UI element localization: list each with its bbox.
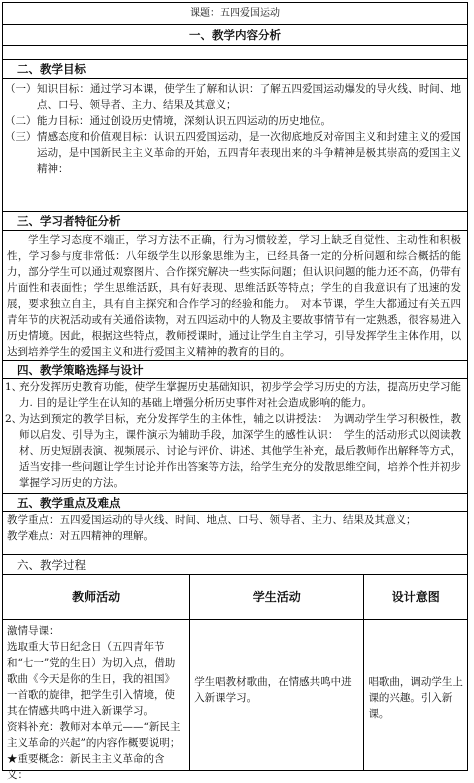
header-student-activity: 学生活动 xyxy=(190,575,364,619)
section-content-analysis: 一、教学内容分析 xyxy=(3,25,467,46)
section-teaching-process: 六、教学过程 xyxy=(3,555,467,575)
strategy-item: 1、 充分发挥历史教育功能，使学生掌握历史基础知识，初步学会学习历史的方法，提高历史学习能力. 目的是让学生在认知的基础上增强分析历史事件对社会造成影响的能力。 xyxy=(5,381,461,409)
objective-item: （三） 情感态度和价值观目标：认识五四爱国运动，是一次彻底地反对帝国主义和封建主义的爱国运动，是中国新民主主义革命的开始，五四青年表现出来的斗争精神是极其崇高的爱国主义精神： xyxy=(5,131,461,175)
difficulty-text: 教学难点：对五四精神的理解。 xyxy=(7,530,154,542)
section-strategy: 四、教学策略选择与设计 xyxy=(3,361,467,379)
section-key-points: 五、教学重点及难点 xyxy=(3,494,467,512)
header-design-intent: 设计意图 xyxy=(391,590,440,604)
objectives-block xyxy=(3,60,467,212)
objective-item: （一） 知识目标：通过学习本课，使学生了解和认识：了解五四爱国运动爆发的导火线、时间、地点、口号、领导者、主力、结果及其意义； xyxy=(5,83,461,111)
lesson-plan-document xyxy=(2,2,468,781)
key-point-text: 教学重点：五四爱国运动的导火线、时间、地点、口号、领导者、主力、结果及其意义； xyxy=(7,514,417,526)
teacher-activity-cell: 激情导课： 选取重大节日纪念日（五四青年节和“七一”党的生日）为切入点，借助歌曲《今天是你的生日，我的祖国》一首歌的旋律，把学生引入情境，使其在情感共鸣中进入新课学习。 资料补充：教师对本单元——“新民主主义革命的兴起”的内容作概要说明； ★重要概念：新民主主义革命的含义： xyxy=(3,620,190,770)
section-objectives: 二、教学目标 xyxy=(17,62,86,76)
design-intent-cell: 唱歌曲，调动学生上课的兴趣。引入新课。 xyxy=(368,676,463,720)
objective-item: （二） 能力目标：通过创设历史情境，深刻认识五四运动的历史地位。 xyxy=(5,115,331,127)
learner-block xyxy=(3,212,467,361)
page-title: 课题：五四爱国运动 xyxy=(3,3,467,25)
process-table-header xyxy=(3,575,467,620)
objectives-list xyxy=(3,78,467,211)
key-points-block xyxy=(3,494,467,555)
student-activity-cell: 学生唱教材歌曲，在情感共鸣中进入新课学习。 xyxy=(190,620,364,770)
section-learner-analysis: 三、学习者特征分析 xyxy=(17,214,121,228)
process-table-row xyxy=(3,620,467,781)
strategy-item: 2、 为达到预定的教学目标，充分发挥学生的主体性，辅之以讲授法： 为调动学生学习积极性，教师以启发、引导为主，课件演示为辅助手段，加深学生的感性认识： 学生的活动形式以阅读教材、历史短剧表演、视频展示、讨论与评价、讲述、其他学生补充，最后教师作出解释等方式，适当安排一些问题让学生讨论并作出答案等方法，给学生充分的发散思维空间，培养个性并初步掌握学习历史的方法。 xyxy=(5,413,461,489)
header-teacher-activity: 教师活动 xyxy=(3,575,190,619)
content-analysis-body xyxy=(3,46,467,60)
learner-analysis-text: 学生学习态度不端正，学习方法不正确，行为习惯较差，学习上缺乏自觉性、主动性和积极性，学习参与度非常低：八年级学生以形象思维为主，已经具备一定的分析问题和综合概括的能力，部分学生可以通过观察图片、合作探究解决一些实际问题；但认识问题的能力还不高，仍带有片面性和表面性；学生思维活跃，具有好表现、思维活跃等特点；学生的自我意识有了迅速的发展，要求独立自主，具有自主探究和合作学习的经验和能力。 对本节课，学生大都通过有关五四青年节的庆祝活动或有关通俗读物，对五四运动中的人物及主要故事情节有一定熟悉，很容易进入历史情境。因此，根据这些特点，教师授课时，通过让学生自主学习，引导发挥学生主体作用，以达到培养学生的爱国主义和进行爱国主义精神的教育的目的。 xyxy=(3,230,467,360)
strategy-block xyxy=(3,361,467,494)
